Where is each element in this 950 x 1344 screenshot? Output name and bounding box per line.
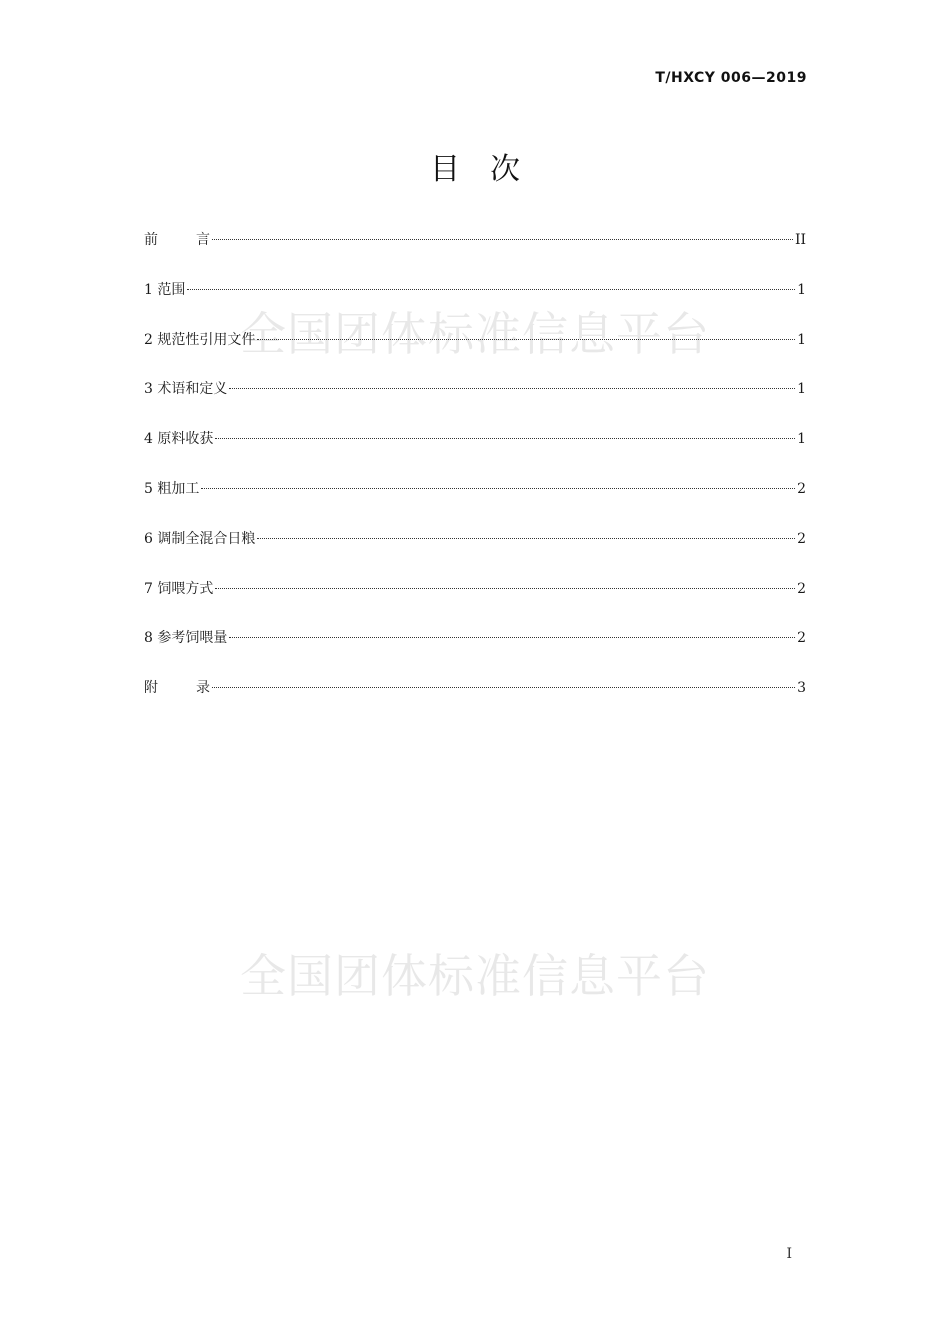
toc-leader-dots bbox=[187, 289, 795, 290]
toc-entry[interactable] bbox=[144, 328, 806, 378]
document-code: T/HXCY 006—2019 bbox=[655, 70, 807, 86]
watermark: 全国团体标准信息平台 bbox=[240, 307, 710, 361]
toc-entry-label: 4 原料收获 bbox=[144, 431, 214, 448]
toc-entry-label: 5 粗加工 bbox=[144, 480, 200, 497]
toc-entry-label-char: 前 bbox=[144, 232, 158, 248]
toc-leader-dots bbox=[229, 637, 795, 638]
page-title: 目次 bbox=[430, 152, 550, 187]
toc-entry[interactable] bbox=[144, 626, 806, 676]
toc-entry-page: 1 bbox=[797, 331, 806, 348]
toc-entry-page: II bbox=[794, 232, 806, 248]
toc-leader-dots bbox=[257, 538, 795, 539]
toc-entry[interactable] bbox=[144, 527, 806, 577]
toc-entry-label-char: 录 bbox=[196, 680, 210, 697]
toc-entry[interactable] bbox=[144, 577, 806, 627]
toc-entry-label bbox=[144, 228, 210, 252]
toc-entry-label bbox=[144, 676, 210, 700]
toc-entry[interactable] bbox=[144, 278, 806, 328]
toc-leader-dots bbox=[257, 339, 795, 340]
table-of-contents bbox=[144, 228, 806, 726]
toc-entry-page: 1 bbox=[797, 281, 806, 298]
toc-entry-page: 2 bbox=[797, 480, 806, 497]
page-number: I bbox=[786, 1246, 792, 1262]
toc-entry[interactable] bbox=[144, 228, 806, 278]
toc-entry-label-char: 附 bbox=[144, 680, 158, 697]
toc-leader-dots bbox=[212, 687, 795, 688]
toc-entry[interactable] bbox=[144, 676, 806, 726]
toc-entry[interactable] bbox=[144, 377, 806, 427]
toc-entry-page: 3 bbox=[797, 680, 806, 697]
toc-entry-page: 1 bbox=[797, 431, 806, 448]
toc-entry-label: 6 调制全混合日粮 bbox=[144, 530, 256, 547]
toc-entry[interactable] bbox=[144, 477, 806, 527]
toc-entry-label-char: 言 bbox=[196, 232, 210, 248]
toc-entry-page: 1 bbox=[797, 381, 806, 398]
toc-entry-label: 8 参考饲喂量 bbox=[144, 630, 228, 647]
toc-entry[interactable] bbox=[144, 427, 806, 477]
toc-leader-dots bbox=[201, 488, 795, 489]
toc-entry-page: 2 bbox=[797, 530, 806, 547]
toc-entry-label: 7 饲喂方式 bbox=[144, 580, 214, 597]
toc-entry-label: 1 范围 bbox=[144, 281, 186, 298]
toc-entry-label: 2 规范性引用文件 bbox=[144, 331, 256, 348]
toc-entry-label: 3 术语和定义 bbox=[144, 381, 228, 398]
toc-entry-page: 2 bbox=[797, 630, 806, 647]
toc-entry-page: 2 bbox=[797, 580, 806, 597]
toc-leader-dots bbox=[215, 588, 795, 589]
toc-leader-dots bbox=[212, 239, 793, 240]
watermark: 全国团体标准信息平台 bbox=[240, 949, 710, 1003]
toc-leader-dots bbox=[215, 438, 795, 439]
toc-leader-dots bbox=[229, 388, 795, 389]
